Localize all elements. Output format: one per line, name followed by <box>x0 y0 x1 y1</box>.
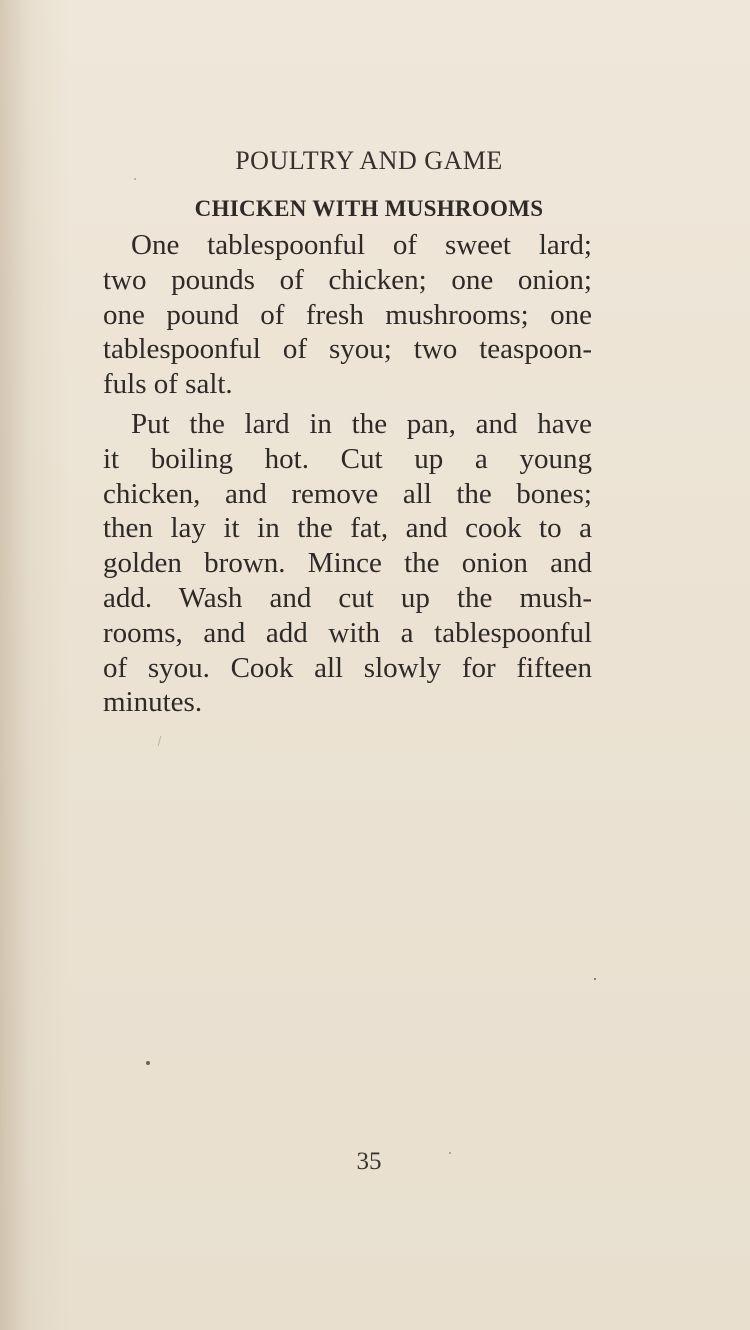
paper-speck <box>134 178 136 180</box>
page-number: 35 <box>356 1148 382 1175</box>
text-line: One tablespoonful of sweet lard; <box>131 229 592 261</box>
text-line: rooms, and add with a tablespoonful <box>103 616 592 649</box>
text-line: fuls of salt. <box>103 368 233 401</box>
text-line: add. Wash and cut up the mush- <box>103 581 592 614</box>
method-paragraph <box>103 407 592 720</box>
text-line: it boiling hot. Cut up a young <box>103 442 592 475</box>
paper-speck <box>449 1152 451 1154</box>
text-line: minutes. <box>103 686 203 719</box>
paper-speck <box>146 1061 150 1065</box>
text-line: Put the lard in the pan, and have <box>131 407 592 440</box>
paper-speck <box>594 978 596 980</box>
text-line: of syou. Cook all slowly for fifteen <box>103 651 592 684</box>
ingredients-paragraph <box>103 228 592 402</box>
text-line: chicken, and remove all the bones; <box>103 477 592 510</box>
recipe-title: CHICKEN WITH MUSHROOMS <box>194 196 544 221</box>
text-line: tablespoonful of syou; two teaspoon- <box>103 333 592 366</box>
text-line: one pound of fresh mushrooms; one <box>103 298 592 331</box>
running-head: POULTRY AND GAME <box>235 146 503 175</box>
text-line: golden brown. Mince the onion and <box>103 547 592 580</box>
text-line: then lay it in the fat, and cook to a <box>103 512 592 545</box>
text-line: two pounds of chicken; one onion; <box>103 263 592 296</box>
paper-speck <box>158 736 162 746</box>
recipe-body <box>103 228 592 720</box>
